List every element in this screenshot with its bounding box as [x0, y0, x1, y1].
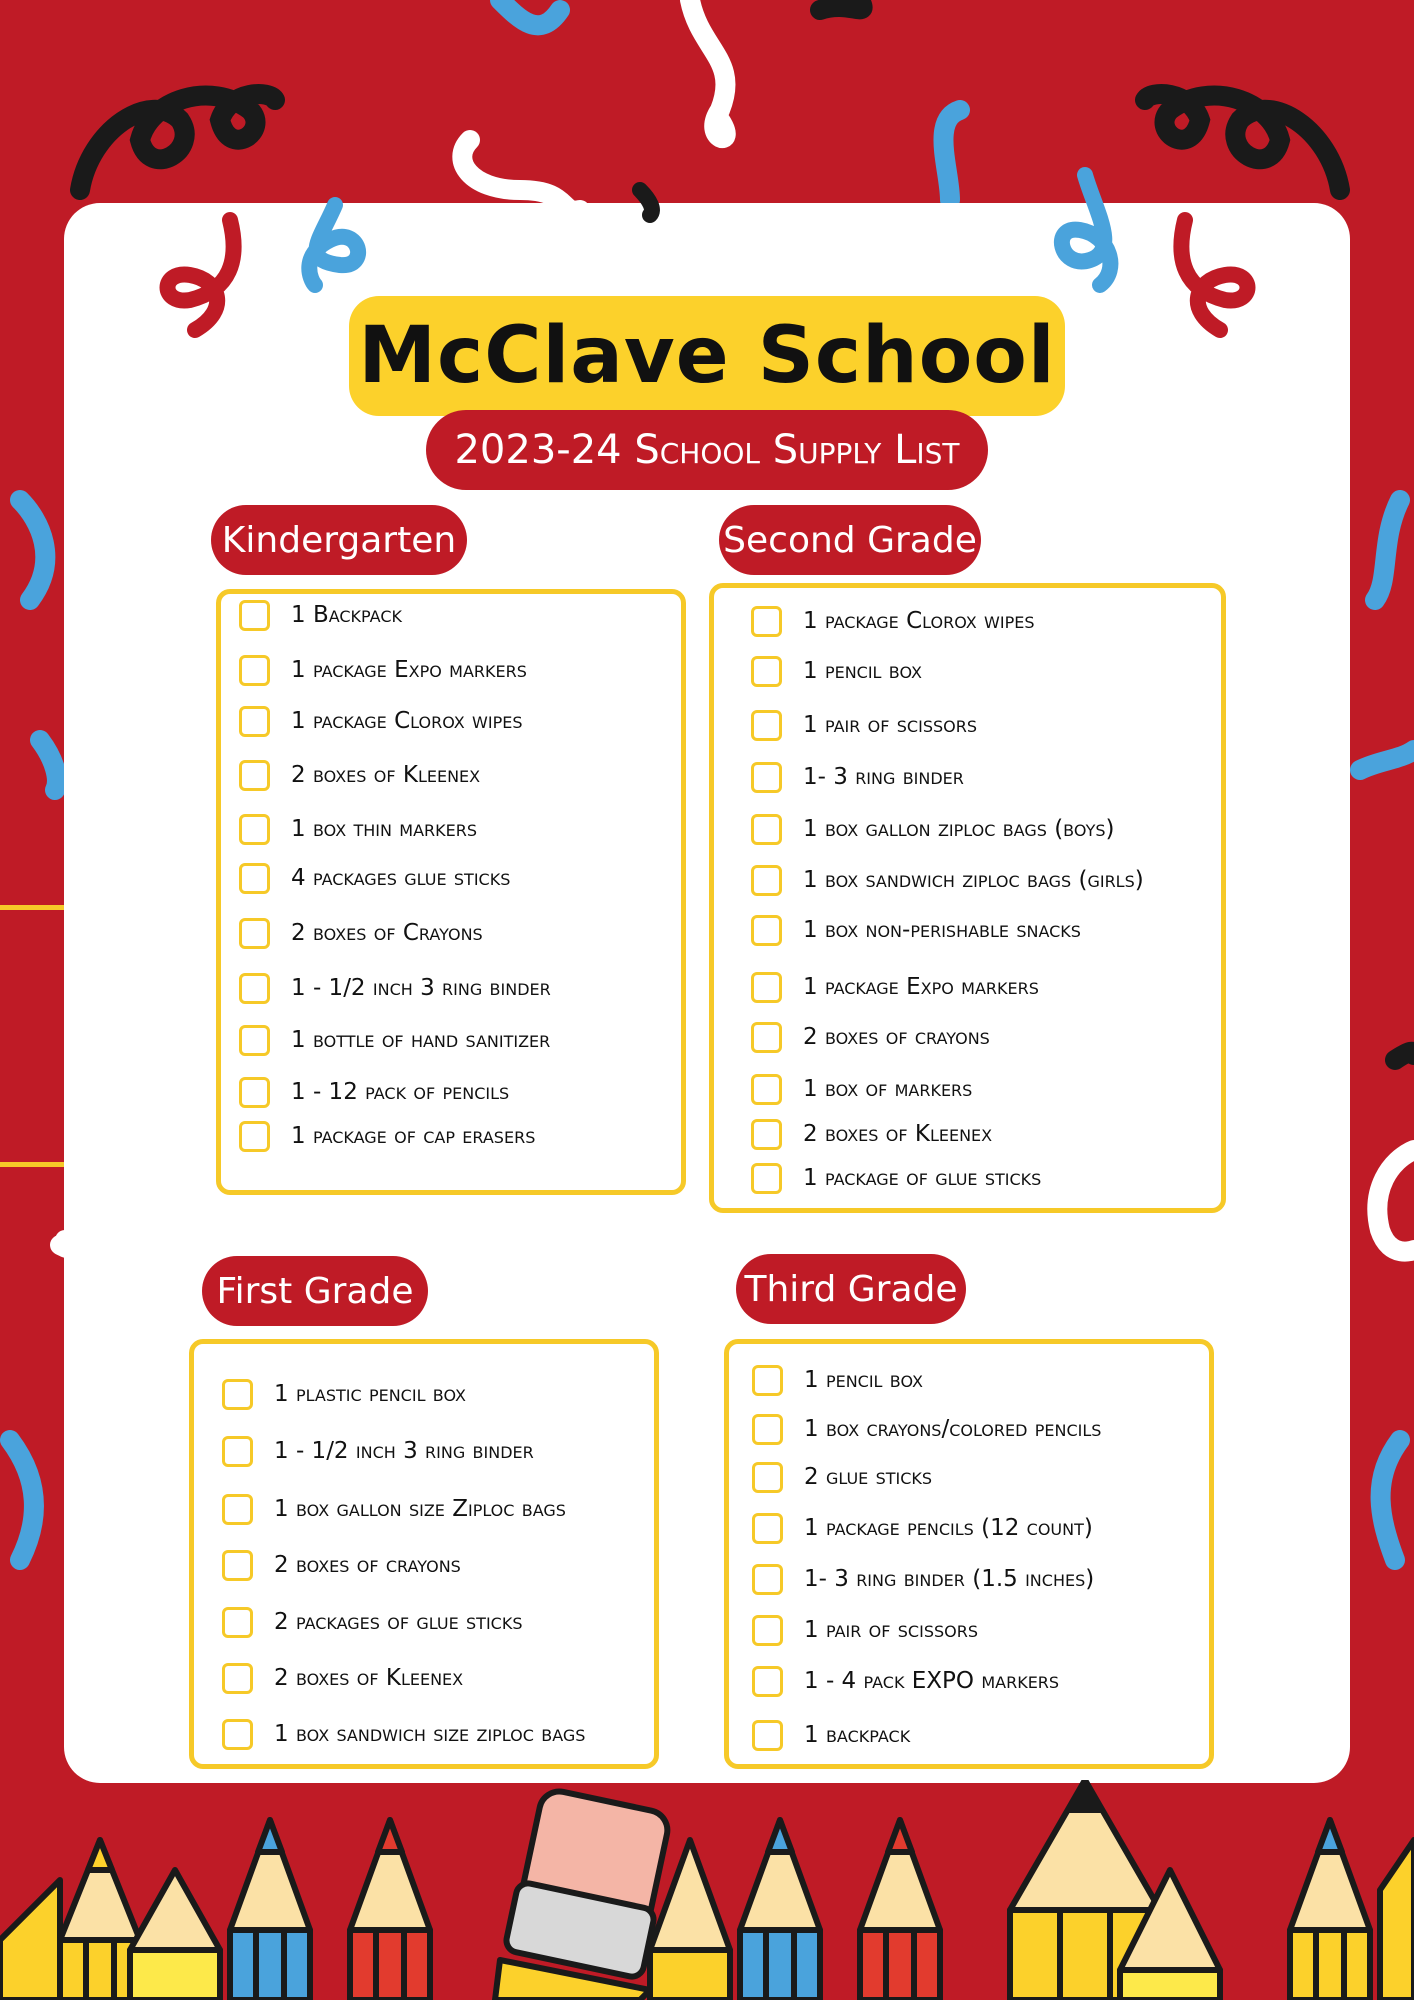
list-item[interactable] [222, 1545, 461, 1585]
checkbox[interactable] [239, 600, 270, 631]
list-item[interactable] [751, 967, 1039, 1007]
checkbox[interactable] [751, 1119, 782, 1150]
pencil-icon [0, 1880, 60, 2000]
checkbox[interactable] [752, 1365, 783, 1396]
checkbox[interactable] [239, 814, 270, 845]
item-label: 1 - 1/2 inch 3 ring binder [291, 975, 551, 1001]
item-label: 2 boxes of crayons [803, 1024, 990, 1050]
checkbox[interactable] [239, 1077, 270, 1108]
item-label: 1 plastic pencil box [274, 1381, 467, 1407]
item-label: 1 box gallon ziploc bags (boys) [803, 816, 1115, 842]
checkbox[interactable] [222, 1663, 253, 1694]
checkbox[interactable] [239, 706, 270, 737]
section-header-third-grade [736, 1254, 966, 1324]
checkbox[interactable] [239, 655, 270, 686]
item-label: 1 pair of scissors [804, 1617, 978, 1643]
list-item[interactable] [239, 755, 480, 795]
section-title: Second Grade [723, 519, 977, 561]
item-label: 1 package of cap erasers [291, 1123, 536, 1149]
list-item[interactable] [751, 757, 964, 797]
list-item[interactable] [751, 860, 1144, 900]
item-label: 1 box sandwich size ziploc bags [274, 1721, 586, 1747]
item-label: 1 Backpack [291, 602, 403, 628]
checkbox[interactable] [751, 656, 782, 687]
item-label: 1 box gallon size Ziploc bags [274, 1496, 566, 1522]
item-label: 1- 3 ring binder [803, 764, 964, 790]
item-label: 1 box of markers [803, 1076, 973, 1102]
section-title: First Grade [216, 1270, 414, 1312]
item-label: 1 package Expo markers [291, 657, 527, 683]
checkbox[interactable] [222, 1719, 253, 1750]
checkbox[interactable] [751, 915, 782, 946]
pencil-icon [1380, 1840, 1414, 2000]
item-label: 1 - 1/2 inch 3 ring binder [274, 1438, 534, 1464]
list-item[interactable] [239, 1072, 509, 1112]
list-item[interactable] [751, 1114, 992, 1154]
item-label: 1 - 4 pack EXPO markers [804, 1668, 1060, 1694]
list-item[interactable] [752, 1360, 923, 1400]
item-label: 2 boxes of Kleenex [274, 1665, 464, 1691]
list-item[interactable] [239, 1020, 550, 1060]
checkbox[interactable] [752, 1564, 783, 1595]
list-item[interactable] [752, 1559, 1094, 1599]
item-label: 1 package pencils (12 count) [804, 1515, 1093, 1541]
list-item[interactable] [751, 1158, 1041, 1198]
checkbox[interactable] [751, 1163, 782, 1194]
list-item[interactable] [239, 1116, 535, 1156]
checkbox[interactable] [239, 1121, 270, 1152]
list-item[interactable] [751, 809, 1115, 849]
item-label: 1 pair of scissors [803, 712, 977, 738]
section-header-first-grade [202, 1256, 428, 1326]
checkbox[interactable] [752, 1513, 783, 1544]
checkbox[interactable] [239, 1025, 270, 1056]
section-header-second-grade [719, 505, 981, 575]
pencil-icon [130, 1870, 220, 2000]
school-title: McClave School [358, 311, 1056, 401]
checkbox[interactable] [751, 814, 782, 845]
list-item[interactable] [239, 809, 477, 849]
list-item[interactable] [222, 1374, 466, 1414]
checkbox[interactable] [239, 760, 270, 791]
pencil-icon [350, 1820, 430, 2000]
item-label: 1 package Clorox wipes [291, 708, 523, 734]
section-title: Third Grade [744, 1268, 958, 1310]
list-item[interactable] [222, 1489, 566, 1529]
item-label: 1 box sandwich ziploc bags (girls) [803, 867, 1144, 893]
list-item[interactable] [751, 1017, 990, 1057]
list-item[interactable] [751, 651, 922, 691]
checkbox[interactable] [222, 1550, 253, 1581]
list-item[interactable] [239, 650, 527, 690]
list-item[interactable] [751, 705, 977, 745]
item-label: 1 pencil box [804, 1367, 924, 1393]
page-subtitle: 2023-24 School Supply List [454, 427, 960, 473]
list-item[interactable] [239, 595, 402, 635]
checkbox[interactable] [752, 1414, 783, 1445]
item-label: 2 packages of glue sticks [274, 1609, 523, 1635]
pencil-border [0, 1780, 1414, 2000]
list-item[interactable] [752, 1715, 910, 1755]
item-label: 1 box crayons/colored pencils [804, 1416, 1102, 1442]
checklist-third-grade [724, 1339, 1214, 1769]
pencil-icon [1290, 1820, 1370, 2000]
item-label: 1 pencil box [803, 658, 923, 684]
checkbox[interactable] [752, 1462, 783, 1493]
list-item[interactable] [222, 1431, 534, 1471]
checkbox[interactable] [752, 1666, 783, 1697]
checkbox[interactable] [751, 972, 782, 1003]
checkbox[interactable] [751, 1022, 782, 1053]
list-item[interactable] [239, 913, 483, 953]
checkbox[interactable] [222, 1607, 253, 1638]
item-label: 1 box non-perishable snacks [803, 917, 1081, 943]
list-item[interactable] [751, 910, 1081, 950]
pencil-icon [740, 1820, 820, 2000]
list-item[interactable] [239, 701, 523, 741]
list-item[interactable] [751, 1069, 972, 1109]
item-label: 1 backpack [804, 1722, 911, 1748]
list-item[interactable] [222, 1658, 463, 1698]
item-label: 2 boxes of Kleenex [291, 762, 481, 788]
list-item[interactable] [222, 1714, 585, 1754]
checkbox[interactable] [239, 973, 270, 1004]
item-label: 1 package Expo markers [803, 974, 1039, 1000]
list-item[interactable] [752, 1610, 978, 1650]
item-label: 4 packages glue sticks [291, 865, 511, 891]
checkbox[interactable] [751, 710, 782, 741]
list-item[interactable] [751, 601, 1035, 641]
checkbox[interactable] [752, 1615, 783, 1646]
checkbox[interactable] [222, 1436, 253, 1467]
list-item[interactable] [239, 968, 551, 1008]
checkbox[interactable] [222, 1494, 253, 1525]
school-title-banner [349, 296, 1065, 416]
list-item[interactable] [752, 1409, 1101, 1449]
item-label: 1 package Clorox wipes [803, 608, 1035, 634]
list-item[interactable] [752, 1661, 1059, 1701]
checkbox[interactable] [752, 1720, 783, 1751]
item-label: 1 - 12 pack of pencils [291, 1079, 510, 1105]
item-label: 2 boxes of Kleenex [803, 1121, 993, 1147]
list-item[interactable] [752, 1457, 932, 1497]
checkbox[interactable] [751, 762, 782, 793]
item-label: 1 box thin markers [291, 816, 478, 842]
checkbox[interactable] [222, 1379, 253, 1410]
checkbox[interactable] [239, 918, 270, 949]
list-item[interactable] [239, 858, 510, 898]
pencil-icon [860, 1820, 940, 2000]
item-label: 2 boxes of crayons [274, 1552, 461, 1578]
subtitle-banner [426, 410, 988, 490]
checkbox[interactable] [751, 606, 782, 637]
checkbox[interactable] [751, 865, 782, 896]
item-label: 1 bottle of hand sanitizer [291, 1027, 551, 1053]
item-label: 1 package of glue sticks [803, 1165, 1042, 1191]
section-header-kindergarten [211, 505, 467, 575]
list-item[interactable] [222, 1602, 522, 1642]
pencil-icon [230, 1820, 310, 2000]
list-item[interactable] [752, 1508, 1093, 1548]
item-label: 2 boxes of Crayons [291, 920, 483, 946]
eraser-pencil-icon [495, 1788, 671, 2000]
checkbox[interactable] [239, 863, 270, 894]
section-title: Kindergarten [221, 519, 457, 561]
item-label: 2 glue sticks [804, 1464, 933, 1490]
item-label: 1- 3 ring binder (1.5 inches) [804, 1566, 1095, 1592]
checkbox[interactable] [751, 1074, 782, 1105]
